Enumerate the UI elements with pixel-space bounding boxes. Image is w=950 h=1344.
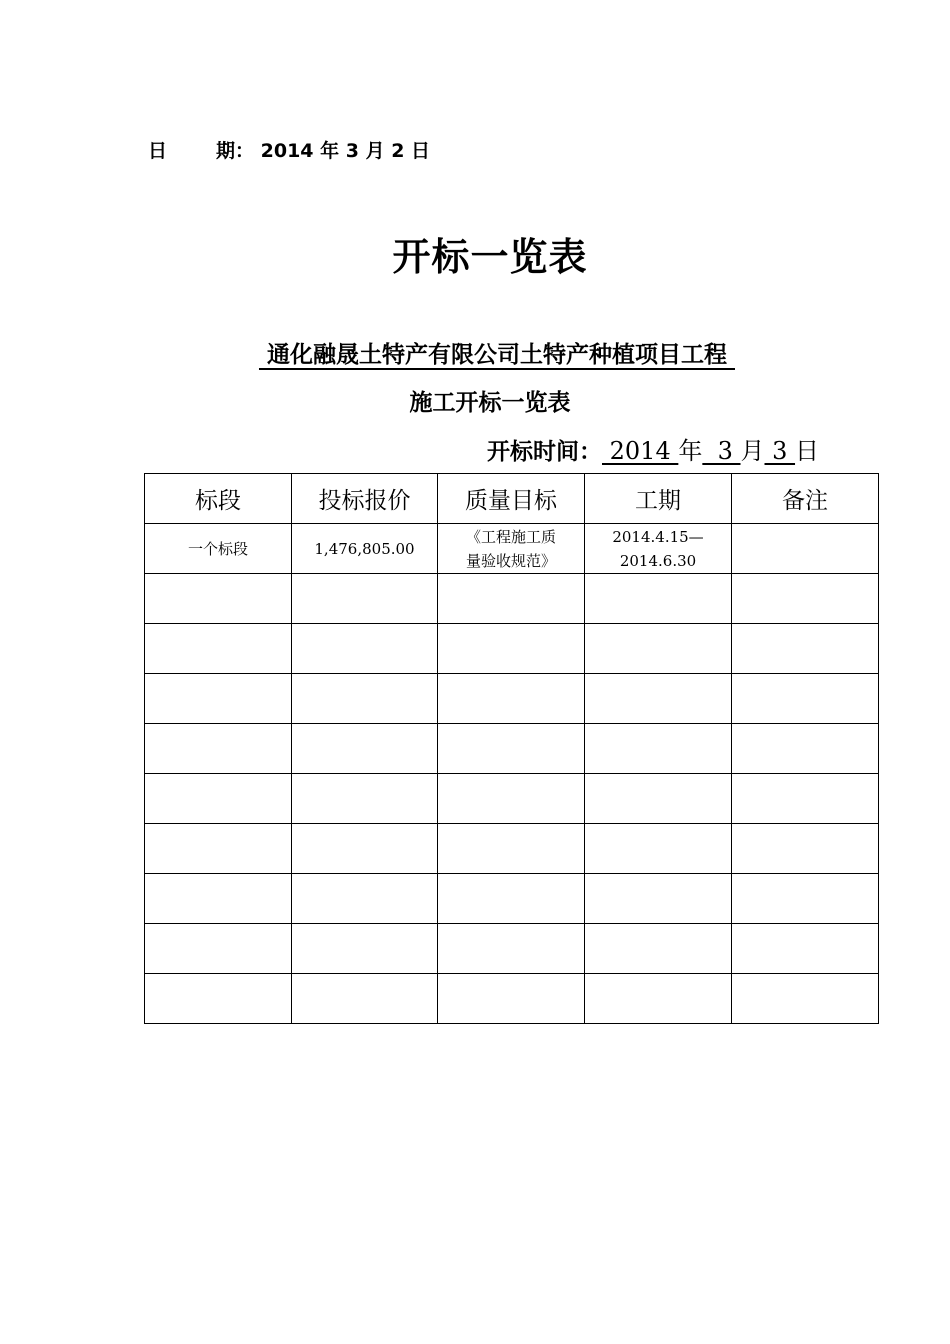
table-caption: 施工开标一览表: [409, 390, 571, 416]
cell-period: [585, 524, 732, 574]
empty-cell: [145, 774, 292, 824]
empty-cell: [292, 724, 438, 774]
open-time-year: 2014: [602, 437, 679, 465]
table-row: [145, 774, 879, 824]
date-line: [148, 136, 430, 163]
header-remark: 备注: [732, 474, 879, 524]
empty-cell: [438, 724, 585, 774]
empty-cell: [585, 724, 732, 774]
open-time-label: 开标时间：: [487, 439, 602, 465]
empty-cell: [292, 924, 438, 974]
empty-cell: [585, 824, 732, 874]
empty-cell: [145, 724, 292, 774]
table-row: [145, 824, 879, 874]
empty-cell: [585, 774, 732, 824]
empty-cell: [585, 874, 732, 924]
cell-section: 一个标段: [145, 524, 292, 574]
empty-cell: [732, 874, 879, 924]
empty-cell: [292, 774, 438, 824]
empty-cell: [438, 974, 585, 1024]
table-row: [145, 574, 879, 624]
open-time-month-unit: 月: [740, 437, 765, 465]
empty-cell: [732, 824, 879, 874]
empty-cell: [732, 624, 879, 674]
empty-cell: [145, 624, 292, 674]
empty-cell: [585, 574, 732, 624]
empty-cell: [292, 674, 438, 724]
empty-cell: [732, 774, 879, 824]
header-price: 投标报价: [292, 474, 438, 524]
open-time: [487, 431, 819, 466]
bid-table: [144, 473, 879, 1024]
cell-quality-line1: 《工程施工质: [465, 527, 556, 546]
table-row: [145, 674, 879, 724]
empty-cell: [732, 974, 879, 1024]
cell-remark: [732, 524, 879, 574]
open-time-day: 3: [764, 437, 796, 465]
empty-cell: [732, 924, 879, 974]
header-period: 工期: [585, 474, 732, 524]
empty-cell: [145, 974, 292, 1024]
empty-cell: [585, 924, 732, 974]
empty-cell: [438, 574, 585, 624]
empty-cell: [292, 874, 438, 924]
cell-period-line2: 2014.6.30: [619, 551, 697, 570]
empty-cell: [732, 724, 879, 774]
empty-cell: [145, 874, 292, 924]
table-row: [145, 624, 879, 674]
table-header-row: [145, 474, 879, 524]
empty-cell: [292, 574, 438, 624]
empty-cell: [145, 824, 292, 874]
cell-period-line1: 2014.4.15—: [612, 527, 704, 546]
empty-cell: [438, 624, 585, 674]
open-time-year-unit: 年: [678, 437, 703, 465]
empty-cell: [585, 974, 732, 1024]
table-row: [145, 924, 879, 974]
empty-cell: [585, 624, 732, 674]
empty-cell: [438, 674, 585, 724]
empty-cell: [292, 824, 438, 874]
empty-cell: [438, 874, 585, 924]
empty-cell: [732, 574, 879, 624]
open-time-month: 3: [702, 437, 741, 465]
header-section: 标段: [145, 474, 292, 524]
empty-cell: [438, 774, 585, 824]
project-title-text: 通化融晟土特产有限公司土特产种植项目工程: [258, 342, 735, 368]
empty-cell: [438, 824, 585, 874]
empty-cell: [145, 574, 292, 624]
empty-cell: [292, 974, 438, 1024]
empty-cell: [145, 924, 292, 974]
open-time-day-unit: 日: [795, 437, 820, 465]
empty-cell: [145, 674, 292, 724]
date-value: 2014 年 3 月 2 日: [260, 140, 431, 162]
cell-price: 1,476,805.00: [292, 524, 438, 574]
empty-cell: [438, 924, 585, 974]
project-title: [0, 336, 950, 369]
empty-cell: [292, 624, 438, 674]
header-quality: 质量目标: [438, 474, 585, 524]
date-label-period: 期：: [216, 140, 255, 162]
date-label-day: 日: [148, 140, 168, 162]
empty-cell: [732, 674, 879, 724]
table-row: [145, 874, 879, 924]
cell-quality-line2: 量验收规范》: [465, 551, 556, 570]
table-row: [145, 724, 879, 774]
table-row: [145, 524, 879, 574]
empty-cell: [585, 674, 732, 724]
table-row: [145, 974, 879, 1024]
page-title: 开标一览表: [392, 235, 588, 279]
cell-quality: [438, 524, 585, 574]
